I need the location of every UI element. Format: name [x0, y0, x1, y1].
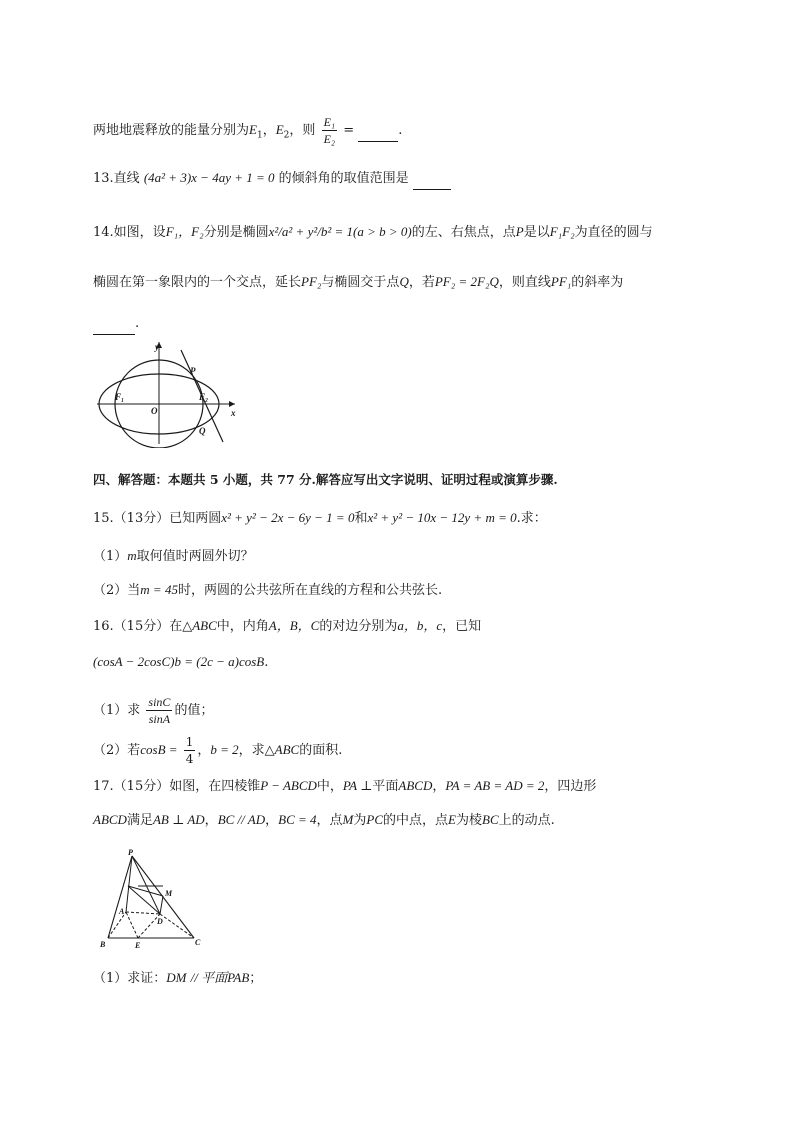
- e2-subscript: 2: [283, 130, 290, 141]
- q16-part1-text: 的值；: [174, 703, 214, 718]
- comma: ，: [265, 813, 279, 828]
- m-label: M: [165, 889, 173, 898]
- bc-length: BC = 4: [278, 812, 317, 827]
- cos-b: cosB =: [140, 742, 178, 757]
- q14-text-3: 是以: [523, 225, 550, 240]
- point-m: M: [342, 812, 354, 827]
- e1-subscript: 1: [256, 130, 263, 141]
- q17-text-7: 为棱: [456, 813, 483, 828]
- bc-parallel-ad: BC // AD: [217, 812, 266, 827]
- x-axis-arrow: [229, 401, 235, 407]
- frac-numerator: E₁: [323, 115, 336, 129]
- q16-stem: [93, 616, 481, 637]
- edge-pd-line: [132, 856, 160, 914]
- q14-line-2: [93, 272, 623, 293]
- q16-label: 16.（15分）在: [93, 619, 183, 634]
- ellipse-circle-figure: [93, 338, 243, 448]
- angles: A，B，C: [268, 618, 320, 633]
- triangle-abc: △ABC: [264, 742, 300, 757]
- frac-denominator: 4: [185, 752, 194, 766]
- segment-dm: [160, 896, 163, 914]
- q16-text-2: 的对边分别为: [319, 619, 398, 634]
- q15-stem: [93, 508, 547, 529]
- parallel-plane: // 平面: [190, 970, 228, 985]
- plane-abcd: ABCD: [398, 778, 433, 793]
- q12-period: .: [398, 123, 403, 138]
- energy-ratio-fraction: [322, 114, 338, 147]
- q17-stem-2: [93, 810, 555, 831]
- pyramid-figure: [98, 846, 210, 950]
- q17-text-5: 为: [353, 813, 367, 828]
- q16-text-3: ，已知: [442, 619, 482, 634]
- q15-and: 和: [354, 511, 368, 526]
- q17-label: 17.（15分）如图，在四棱锥: [93, 779, 261, 794]
- segment-f1f2: F₁F₂: [549, 224, 575, 239]
- triangle-abc: △ABC: [182, 618, 217, 633]
- q14-text-4: 为直径的圆与: [574, 225, 653, 240]
- part-number: （1）求: [93, 703, 141, 718]
- pyramid-name: P − ABCD: [260, 778, 317, 793]
- segment-pc: PC: [366, 812, 384, 827]
- p-label: P: [190, 366, 196, 376]
- segment-ea: [126, 912, 138, 938]
- q17-text-4: ，点: [316, 813, 343, 828]
- condition-period: .: [264, 655, 269, 670]
- q12-comma: ，: [262, 123, 276, 138]
- segment-dm-text: DM: [166, 970, 187, 985]
- ellipse-equation: x²/a² + y²/b² = 1(a > b > 0): [268, 224, 412, 239]
- semicolon: ；: [249, 971, 263, 986]
- answer-blank: [413, 169, 451, 190]
- segment-pf2: PF₂: [301, 274, 322, 289]
- q14-line-3: [93, 314, 139, 335]
- foci-symbols: F₁，F₂: [165, 224, 204, 239]
- equal-lengths: PA = AB = AD = 2: [445, 778, 545, 793]
- q15-ask: .求：: [516, 511, 547, 526]
- circle-equation-2: x² + y² − 10x − 12y + m = 0: [367, 510, 517, 525]
- point-q: Q: [399, 274, 409, 289]
- line-equation: (4a² + 3)x − 4ay + 1 = 0: [143, 170, 275, 185]
- q16-text: 中，内角: [216, 619, 269, 634]
- p-label: P: [128, 848, 133, 857]
- q16-part2-text: 的面积.: [299, 743, 343, 758]
- q14-line-1: [93, 222, 653, 243]
- q16-condition: [93, 652, 268, 673]
- comma: ，: [204, 813, 218, 828]
- q15-part2-text: 时，两圆的公共弦所在直线的方程和公共弦长.: [177, 583, 443, 598]
- q14-text-9: 的斜率为: [571, 275, 624, 290]
- q17-part-1: [93, 968, 262, 989]
- quad-abcd: ABCD: [93, 812, 127, 827]
- edge-pb-line: [108, 856, 132, 938]
- q14-text-7: ，若: [408, 275, 435, 290]
- q14-label: 14.如图，设: [93, 225, 166, 240]
- q12-text: 两地地震释放的能量分别为: [93, 123, 250, 138]
- q17-stem-1: [93, 776, 596, 797]
- frac-denominator: sinA: [148, 712, 171, 726]
- origin-label: O: [151, 406, 158, 416]
- part-number: （2）当: [93, 583, 141, 598]
- edge-dc-line: [160, 914, 194, 938]
- q12-text-then: ，则: [289, 123, 316, 138]
- e2-symbol: E: [275, 122, 284, 137]
- part-number: （1）: [93, 549, 128, 564]
- q13-line: [93, 168, 451, 190]
- q14-text-2: 的左、右焦点，点: [411, 225, 516, 240]
- section-heading: 四、解答题：本题共 5 小题，共 77 分.解答应写出文字说明、证明过程或演算步骤.: [93, 472, 558, 487]
- comma: ，: [432, 779, 446, 794]
- pa-perp: PA ⊥: [342, 778, 373, 793]
- plane-pab: PAB: [227, 970, 250, 985]
- segment-pf1: PF₁: [550, 274, 572, 289]
- q15-part1-text: 取何值时两圆外切？: [136, 549, 254, 564]
- q15-part-1: [93, 546, 254, 567]
- x-label: x: [231, 408, 236, 418]
- q14-period: .: [135, 316, 140, 331]
- ab-perp-ad: AB ⊥ AD: [152, 812, 205, 827]
- q16-text-ask: ，求: [238, 743, 265, 758]
- c-label: C: [195, 938, 201, 947]
- point-p: P: [515, 224, 524, 239]
- q13-label: 13.直线: [93, 171, 140, 186]
- q14-text-6: 与椭圆交于点: [321, 275, 400, 290]
- trig-condition: (cosA − 2cosC)b = (2c − a)cosB: [93, 654, 265, 669]
- sides: a，b，c: [397, 618, 443, 633]
- answer-blank: [93, 314, 135, 335]
- q17-text-6: 的中点，点: [383, 813, 449, 828]
- f2-label: F₂: [199, 392, 209, 402]
- vector-condition: PF₂ = 2F₂Q: [434, 274, 499, 289]
- q-label: Q: [199, 426, 206, 436]
- circle-equation-1: x² + y² − 2x − 6y − 1 = 0: [221, 510, 355, 525]
- q17-plane-word: 平面: [372, 779, 399, 794]
- b-value: b = 2: [210, 742, 239, 757]
- q15-part-2: [93, 580, 442, 601]
- equals-sign: =: [343, 123, 355, 138]
- frac-numerator: 1: [185, 735, 194, 749]
- q17-text-3: 满足: [126, 813, 153, 828]
- part-number: （1）求证：: [93, 971, 167, 986]
- frac-denominator: E₂: [323, 132, 336, 146]
- q14-text-5: 椭圆在第一象限内的一个交点，延长: [93, 275, 302, 290]
- q14-text-8: ，则直线: [498, 275, 551, 290]
- q16-part-2: [93, 734, 342, 767]
- q12-tail-line: [93, 114, 402, 147]
- q17-text-8: 上的动点.: [498, 813, 555, 828]
- answer-blank: [358, 121, 398, 142]
- e1-symbol: E: [249, 122, 257, 137]
- b-label: B: [100, 940, 106, 949]
- frac-numerator: sinC: [148, 695, 171, 709]
- a-label: A: [119, 907, 125, 916]
- comma: ，: [197, 743, 211, 758]
- f1-label: F₁: [115, 392, 125, 402]
- edge-bc: BC: [482, 812, 499, 827]
- d-label: D: [157, 917, 163, 926]
- sine-ratio-fraction: [146, 694, 172, 727]
- q17-text: 中，: [316, 779, 343, 794]
- quarter-fraction: [184, 734, 196, 767]
- q15-label: 15.（13分）已知两圆: [93, 511, 222, 526]
- y-label: y: [155, 342, 159, 352]
- point-e: E: [448, 812, 456, 827]
- e-label: E: [135, 941, 141, 950]
- q16-part-1: [93, 694, 213, 727]
- part-number: （2）若: [93, 743, 141, 758]
- q14-text: 分别是椭圆: [203, 225, 269, 240]
- m-value: m = 45: [140, 582, 178, 597]
- edge-ad-line: [126, 912, 160, 914]
- param-m: m: [127, 548, 137, 563]
- q13-tail: 的倾斜角的取值范围是: [278, 171, 409, 186]
- q17-text-2: ，四边形: [544, 779, 597, 794]
